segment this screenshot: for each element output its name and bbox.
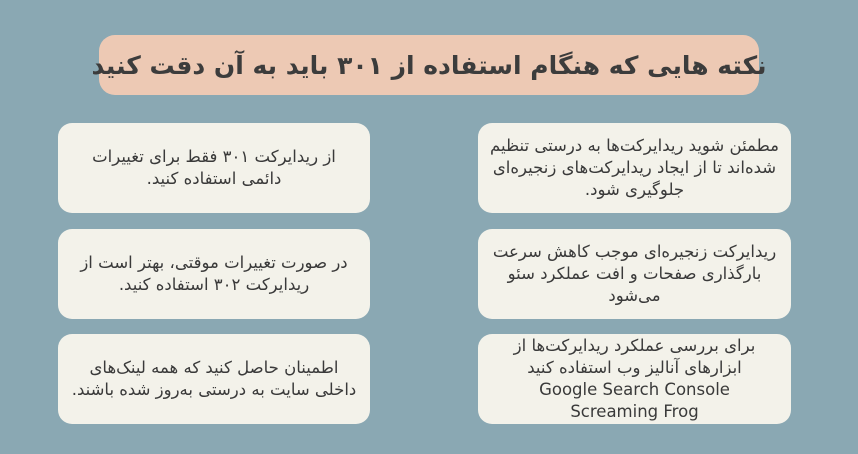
tip-text: مطمئن شوید ریدایرکت‌ها به درستی تنظیم شده‌اند تا از ایجاد ریدایرکت‌های زنجیره‌ای جلوگیری شود.	[490, 136, 779, 199]
page-title: نکته هایی که هنگام استفاده از ۳۰۱ باید به آن دقت کنید	[91, 50, 767, 80]
tip-card-right-1	[478, 123, 791, 213]
title-banner	[91, 35, 767, 95]
tip-text: اطمینان حاصل کنید که همه لینک‌های داخلی سایت به درستی به‌روز شده باشند.	[71, 358, 357, 399]
tip-card-left-2	[58, 229, 370, 319]
tip-card-left-1	[58, 123, 370, 213]
tip-text: برای بررسی عملکرد ریدایرکت‌ها از ابزارهای آنالیز وب استفاده کنید	[513, 336, 756, 377]
tip-card-right-2	[478, 229, 791, 319]
tip-text: از ریدایرکت ۳۰۱ فقط برای تغییرات دائمی استفاده کنید.	[92, 147, 336, 188]
tool-name-google-search-console: Google Search Console	[539, 380, 730, 399]
tip-text: در صورت تغییرات موقتی، بهتر است از ریدایرکت ۳۰۲ استفاده کنید.	[80, 253, 348, 294]
tip-text: ریدایرکت زنجیره‌ای موجب کاهش سرعت بارگذاری صفحات و افت عملکرد سئو می‌شود	[492, 242, 777, 305]
tool-name-screaming-frog: Screaming Frog	[570, 402, 699, 421]
tip-card-left-3	[58, 334, 370, 424]
tip-card-right-3	[478, 334, 791, 424]
